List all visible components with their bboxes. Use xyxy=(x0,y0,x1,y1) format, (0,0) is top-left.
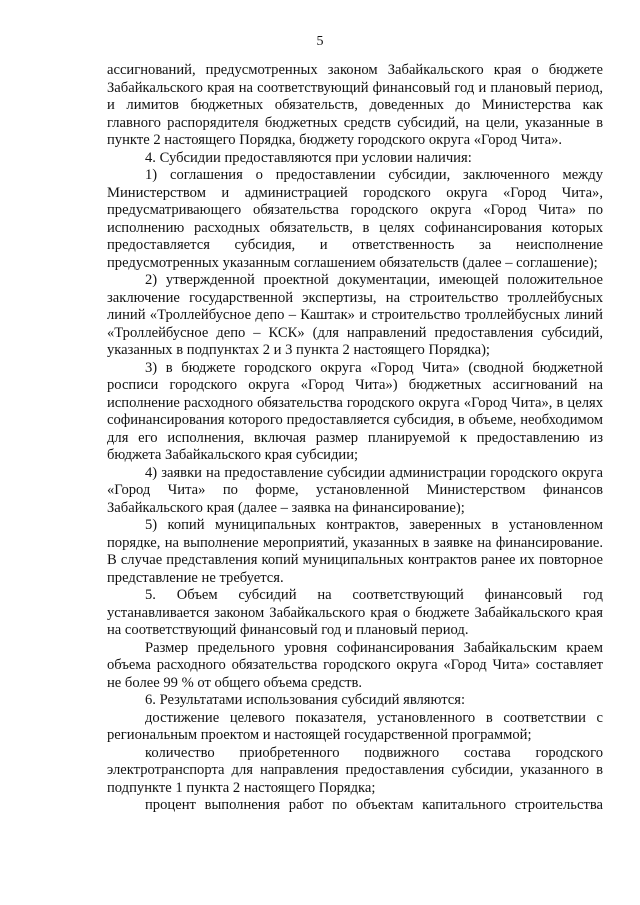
paragraph-item-4: 4) заявки на предоставление субсидии администрации городского округа «Город Чита» по форме, установленной Министерством финансов Забайкальского края (далее – заявка на финансирование); xyxy=(107,464,603,516)
paragraph-item-1: 1) соглашения о предоставлении субсидии, заключенного между Министерством и администрацией городского округа «Город Чита», предусматривающего обязательства городского округа «Город Чита» по исполнению расходных обязательств, в целях софинансирования которых предоставляется субсидия, и ответственность за неисполнение предусмотренных указанным соглашением обязательств (далее – соглашение); xyxy=(107,167,603,271)
paragraph-clause-6: 6. Результатами использования субсидий являются: xyxy=(145,692,466,708)
paragraph-clause-4: 4. Субсидии предоставляются при условии наличия: xyxy=(145,149,472,166)
page-number: 5 xyxy=(316,34,324,49)
paragraph-cofinancing-level: Размер предельного уровня софинансирования Забайкальским краем объема расходного обязательства городского округа «Город Чита» составляет не более 99 % от общего объема средств. xyxy=(107,639,603,691)
paragraph-item-3: 3) в бюджете городского округа «Город Чита» (сводной бюджетной росписи городского округа «Город Чита») бюджетных ассигнований на исполнение расходного обязательства городского округа «Город Чита», в целях софинансирования которого предоставляется субсидия, в объеме, необходимом для его исполнения, включая размер планируемой к предоставлению из бюджета Забайкальского края субсидии; xyxy=(107,359,603,463)
paragraph-continuation: ассигнований, предусмотренных законом Забайкальского края о бюджете Забайкальского края на соответствующий финансовый год и плановый период, и лимитов бюджетных обязательств, доведенных до Министерства как главного распорядителя бюджетных средств субсидий, на цели, указанные в пункте 2 настоящего Порядка, бюджету городского округа «Город Чита». xyxy=(107,62,603,148)
paragraph-item-2: 2) утвержденной проектной документации, имеющей положительное заключение государственной экспертизы, на строительство троллейбусных линий «Троллейбусное депо – Каштак» и строительство троллейбусных линий «Троллейбусное депо – КСК» (для направлений предоставления субсидий, указанных в подпунктах 2 и 3 пункта 2 настоящего Порядка); xyxy=(107,272,603,358)
paragraph-result-construction: процент выполнения работ по объектам капитального строительства xyxy=(145,797,603,813)
paragraph-item-5: 5) копий муниципальных контрактов, заверенных в установленном порядке, на выполнение мероприятий, указанных в заявке на финансирование. В случае представления копий муниципальных контрактов ранее их повторное представление не требуется. xyxy=(107,517,603,586)
paragraph-clause-5: 5. Объем субсидий на соответствующий финансовый год устанавливается законом Забайкальского края о бюджете Забайкальского края на соответствующий финансовый год и плановый период. xyxy=(107,587,603,638)
paragraph-result-rolling-stock: количество приобретенного подвижного состава городского электротранспорта для направления предоставления субсидии, указанного в подпункте 1 пункта 2 настоящего Порядка; xyxy=(107,744,603,796)
document-body xyxy=(107,62,603,815)
paragraph-result-target: достижение целевого показателя, установленного в соответствии с региональным проектом и настоящей государственной программой; xyxy=(107,709,603,743)
